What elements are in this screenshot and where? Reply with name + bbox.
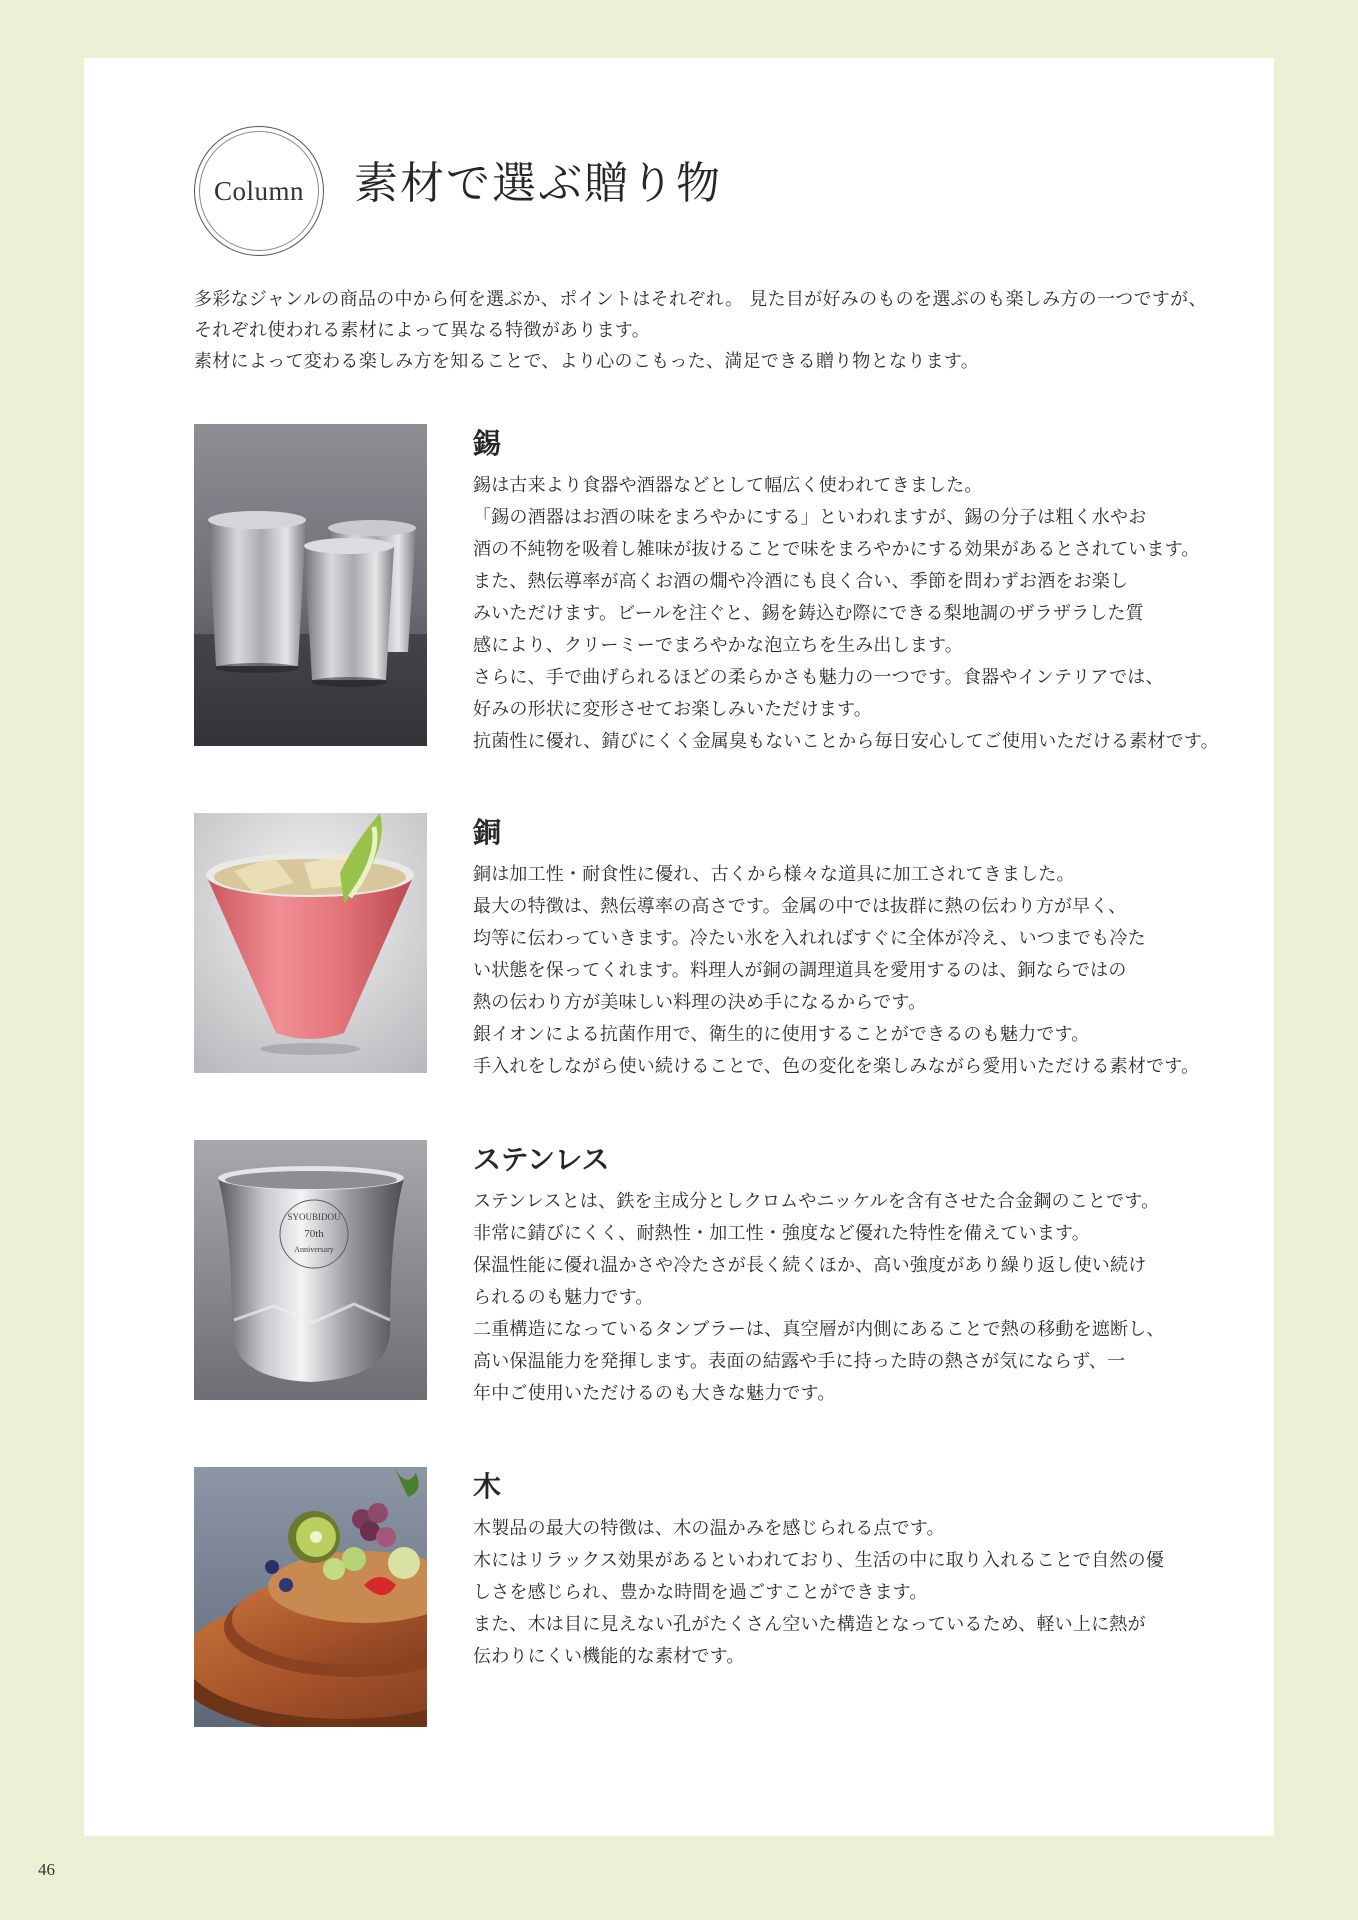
copper-cup-photo xyxy=(194,813,427,1073)
page-title: 素材で選ぶ贈り物 xyxy=(354,158,722,209)
page-number: 46 xyxy=(38,1860,55,1879)
column-label: Column xyxy=(213,175,304,206)
wooden-plates-photo xyxy=(194,1467,427,1727)
body-line: 熱の伝わり方が美味しい料理の決め手になるからです。 xyxy=(473,992,927,1013)
intro-paragraph xyxy=(194,284,1207,377)
body-line: ステンレスとは、鉄を主成分としクロムやニッケルを含有させた合金鋼のことです。 xyxy=(473,1191,1160,1212)
body-line: 抗菌性に優れ、錆びにくく金属臭もないことから毎日安心してご使用いただける素材です。 xyxy=(473,731,1219,752)
section-copper xyxy=(194,813,1200,1077)
section-wood xyxy=(194,1467,1184,1727)
body-line: 均等に伝わっていきます。冷たい氷を入れればすぐに全体が冷え、いつまでも冷た xyxy=(473,928,1146,949)
section-stainless xyxy=(194,1140,1184,1404)
section-text xyxy=(473,1467,1173,1673)
body-line: 手入れをしながら使い続けることで、色の変化を楽しみながら愛用いただける素材です。 xyxy=(473,1056,1200,1077)
body-line: 感により、クリーミーでまろやかな泡立ちを生み出します。 xyxy=(473,635,963,656)
body-line: しさを感じられ、豊かな時間を過ごすことができます。 xyxy=(473,1582,928,1603)
body-line: さらに、手で曲げられるほどの柔らかさも魅力の一つです。食器やインテリアでは、 xyxy=(473,667,1164,688)
engraving-brand: SYOUBIDOU xyxy=(287,1212,341,1222)
body-line: 伝わりにくい機能的な素材です。 xyxy=(473,1646,745,1667)
body-line: 高い保温能力を発揮します。表面の結露や手に持った時の熱さが気にならず、一 xyxy=(473,1351,1126,1372)
section-title: ステンレス xyxy=(473,1143,610,1176)
body-line: られるのも魅力です。 xyxy=(473,1287,654,1308)
body-line: い状態を保ってくれます。料理人が銅の調理道具を愛用するのは、銅ならではの xyxy=(473,960,1127,981)
section-text xyxy=(473,1140,1173,1410)
engraving-70th: 70th xyxy=(304,1228,324,1240)
section-body xyxy=(473,859,1200,1083)
body-line: 酒の不純物を吸着し雑味が抜けることで味をまろやかにする効果があるとされています。 xyxy=(473,539,1200,560)
body-line: 銀イオンによる抗菌作用で、衛生的に使用することができるのも魅力です。 xyxy=(473,1024,1090,1045)
body-line: みいただけます。ビールを注ぐと、錫を鋳込む際にできる梨地調のザラザラした質 xyxy=(473,603,1144,624)
body-line: 好みの形状に変形させてお楽しみいただけます。 xyxy=(473,699,872,720)
body-line: 銅は加工性・耐食性に優れ、古くから様々な道具に加工されてきました。 xyxy=(473,864,1075,885)
intro-line: 素材によって変わる楽しみ方を知ることで、より心のこもった、満足できる贈り物となります。 xyxy=(194,351,980,372)
intro-line: 多彩なジャンルの商品の中から何を選ぶか、ポイントはそれぞれ。 見た目が好みのものを選ぶのも楽しみ方の一つですが、 xyxy=(194,289,1207,310)
body-line: 二重構造になっているタンブラーは、真空層が内側にあることで熱の移動を遮断し、 xyxy=(473,1319,1165,1340)
stainless-tumbler-photo xyxy=(194,1140,427,1400)
body-line: また、熱伝導率が高くお酒の燗や冷酒にも良く合い、季節を問わずお酒をお楽し xyxy=(473,571,1129,592)
body-line: 「錫の酒器はお酒の味をまろやかにする」といわれますが、錫の分子は粗く水やお xyxy=(473,507,1147,528)
body-line: 木製品の最大の特徴は、木の温かみを感じられる点です。 xyxy=(473,1518,945,1539)
section-body xyxy=(473,1513,1173,1673)
section-text xyxy=(473,813,1200,1083)
section-body xyxy=(473,1186,1173,1410)
body-line: 錫は古来より食器や酒器などとして幅広く使われてきました。 xyxy=(473,475,983,496)
engraving-anniversary: Anniversary xyxy=(294,1245,334,1254)
intro-line: それぞれ使われる素材によって異なる特徴があります。 xyxy=(194,320,651,341)
tin-tumblers-photo xyxy=(194,424,427,746)
section-tin xyxy=(194,424,1219,752)
body-line: 非常に錆びにくく、耐熱性・加工性・強度など優れた特性を備えています。 xyxy=(473,1223,1090,1244)
section-title: 木 xyxy=(473,1470,502,1503)
body-line: 保温性能に優れ温かさや冷たさが長く続くほか、高い強度があり繰り返し使い続け xyxy=(473,1255,1147,1276)
section-title: 錫 xyxy=(473,427,502,460)
column-badge xyxy=(194,126,324,256)
body-line: 最大の特徴は、熱伝導率の高さです。金属の中では抜群に熱の伝わり方が早く、 xyxy=(473,896,1127,917)
body-line: また、木は目に見えない孔がたくさん空いた構造となっているため、軽い上に熱が xyxy=(473,1614,1146,1635)
section-body xyxy=(473,470,1219,758)
body-line: 年中ご使用いただけるのも大きな魅力です。 xyxy=(473,1383,836,1404)
section-title: 銅 xyxy=(473,816,502,849)
body-line: 木にはリラックス効果があるといわれており、生活の中に取り入れることで自然の優 xyxy=(473,1550,1165,1571)
section-text xyxy=(473,424,1219,758)
